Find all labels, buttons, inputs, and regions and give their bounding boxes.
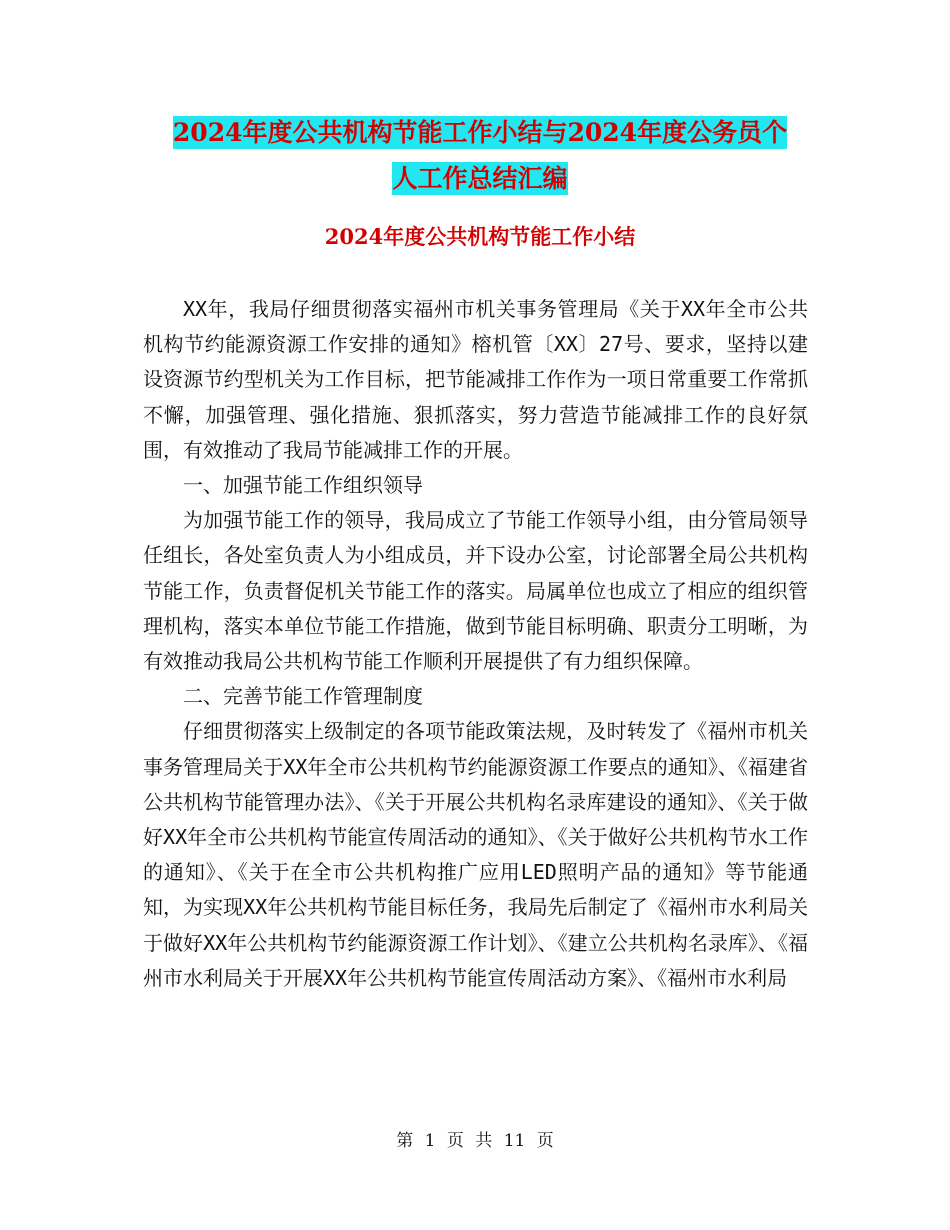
document-title xyxy=(140,110,820,202)
page-footer: 第 1 页 共 11 页 xyxy=(396,1131,554,1151)
paragraph-intro: XX年，我局仔细贯彻落实福州市机关事务管理局《关于XX年全市公共机构节约能源资源工作安排的通知》榕机管〔XX〕27号、要求，坚持以建设资源节约型机关为工作目标，把节能减排工作作为一项日常重要工作常抓不懈，加强管理、强化措施、狠抓落实，努力营造节能减排工作的良好氛围，有效推动了我局节能减排工作的开展。 xyxy=(143,297,808,462)
paragraph-2: 仔细贯彻落实上级制定的各项节能政策法规，及时转发了《福州市机关事务管理局关于XX年全市公共机构节约能源资源工作要点的通知》、《福建省公共机构节能管理办法》、《关于开展公共机构名录库建设的通知》、《关于做好XX年全市公共机构节能宣传周活动的通知》、《关于做好公共机构节水工作的通知》、《关于在全市公共机构推广应用LED照明产品的通知》等节能通知，为实现XX年公共机构节能目标任务，我局先后制定了《福州市水利局关于做好XX年公共机构节约能源资源工作计划》、《建立公共机构名录库》、《福州市水利局关于开展XX年公共机构节能宣传周活动方案》、《福州市水利局 xyxy=(143,719,808,990)
heading-2: 二、完善节能工作管理制度 xyxy=(183,684,423,709)
title-line-2: 人工作总结汇编 xyxy=(392,164,568,193)
paragraph-1: 为加强节能工作的领导，我局成立了节能工作领导小组，由分管局领导任组长，各处室负责人为小组成员，并下设办公室，讨论部署全局公共机构节能工作，负责督促机关节能工作的落实。局属单位也成立了相应的组织管理机构，落实本单位节能工作措施，做到节能目标明确、职责分工明晰，为有效推动我局公共机构节能工作顺利开展提供了有力组织保障。 xyxy=(143,508,808,674)
document-body xyxy=(143,292,808,996)
heading-1: 一、加强节能工作组织领导 xyxy=(183,473,423,498)
section-title: 2024年度公共机构节能工作小结 xyxy=(324,224,636,249)
title-line-1: 2024年度公共机构节能工作小结与2024年度公务员个 xyxy=(172,118,788,147)
